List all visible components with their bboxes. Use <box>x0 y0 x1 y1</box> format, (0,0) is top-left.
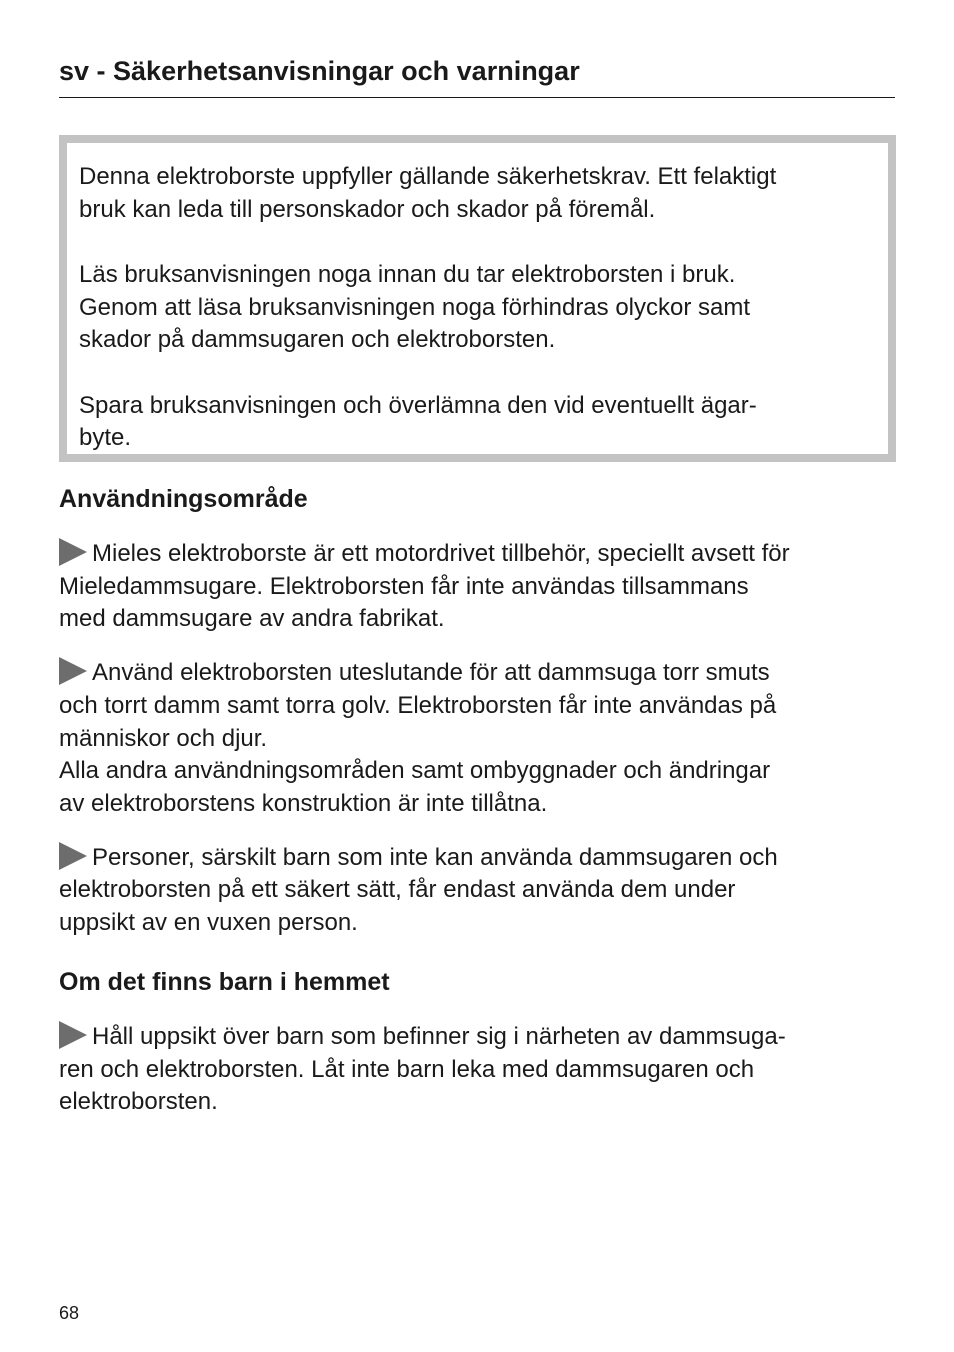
list-item <box>59 842 899 940</box>
safety-notice-box <box>59 135 896 462</box>
title-divider <box>59 97 895 98</box>
list-item <box>59 657 899 821</box>
arrow-icon <box>59 538 87 566</box>
arrow-icon <box>59 1021 87 1049</box>
list-item-text: Använd elektroborsten uteslutande för att dammsuga torr smuts och torrt damm samt torra golv. Elektroborsten får inte användas på människor och djur. Alla andra användningsområden samt ombyggnader och ändringar av elektroborstens konstruktion är inte tillåtna. <box>59 659 777 817</box>
section-usage <box>59 482 899 940</box>
notice-paragraph: Denna elektroborste uppfyller gällande säkerhetskrav. Ett felaktigt bruk kan leda till personskador och skador på föremål. <box>79 163 777 223</box>
section-children <box>59 965 899 1119</box>
list-item-text: Personer, särskilt barn som inte kan använda dammsugaren och elektroborsten på ett säkert sätt, får endast använda dem under uppsikt av en vuxen person. <box>59 843 778 937</box>
page-title: sv - Säkerhetsanvisningar och varningar <box>59 56 580 86</box>
section-heading: Användningsområde <box>59 485 308 513</box>
list-item-text: Håll uppsikt över barn som befinner sig i närheten av dammsuga- ren och elektroborsten. Låt inte barn leka med dammsugaren och elektroborsten. <box>59 1023 786 1116</box>
arrow-icon <box>59 842 87 870</box>
notice-paragraph: Spara bruksanvisningen och överlämna den vid eventuellt ägar- byte. <box>79 391 757 451</box>
section-heading: Om det finns barn i hemmet <box>59 968 390 996</box>
list-item <box>59 538 899 636</box>
page-number: 68 <box>59 1303 80 1323</box>
notice-paragraph: Läs bruksanvisningen noga innan du tar elektroborsten i bruk. Genom att läsa bruksanvisningen noga förhindras olyckor samt skador på dammsugaren och elektroborsten. <box>79 261 751 353</box>
arrow-icon <box>59 657 87 685</box>
list-item <box>59 1021 899 1119</box>
list-item-text: Mieles elektroborste är ett motordrivet tillbehör, speciellt avsett för Mieledammsugare. Elektroborsten får inte användas tillsammans med dammsugare av andra fabrikat. <box>59 540 790 633</box>
